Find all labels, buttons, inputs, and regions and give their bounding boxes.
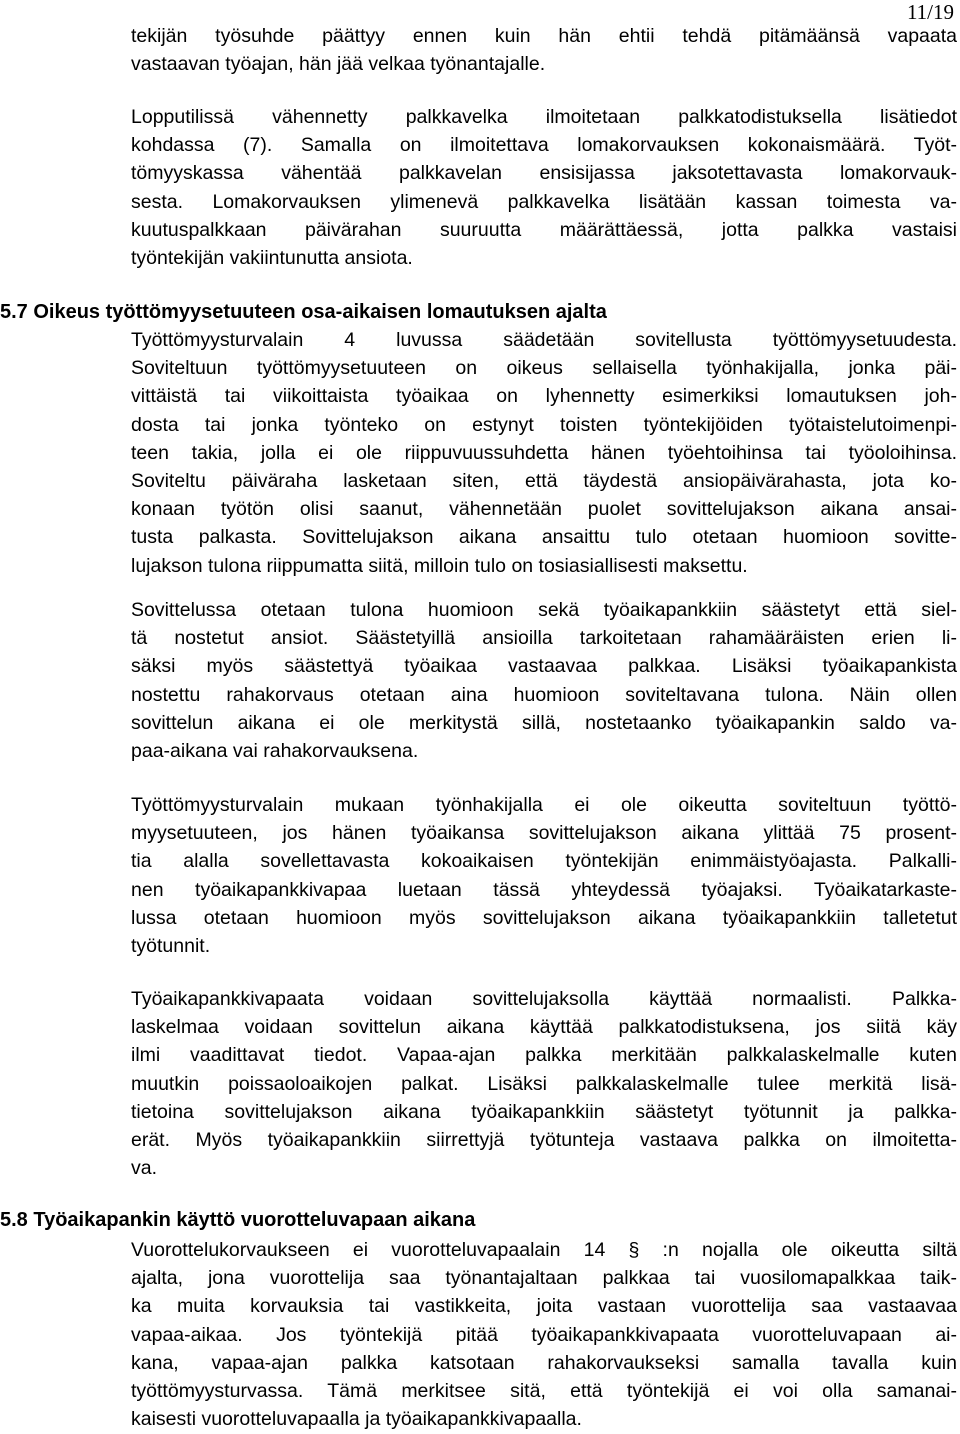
section-heading-5-7: 5.7 Oikeus työttömyysetuuteen osa-aikaisen lomautuksen ajalta bbox=[0, 301, 607, 323]
text-line: työttömyysturvassa. Tämä merkitsee sitä, että työntekijä ei voi olla samanai- bbox=[131, 1380, 957, 1403]
text-line: Vuorottelukorvaukseen ei vuorotteluvapaalain 14 § :n nojalla ole oikeutta siltä bbox=[131, 1239, 957, 1261]
text-line: lujakson tulona riippumatta siitä, milloin tulo on tosiasiallisesti maksettu. bbox=[131, 554, 748, 577]
paragraph-bank-leave-usage bbox=[131, 985, 957, 1182]
text-line: Työaikapankkivapaata voidaan sovittelujaksolla käyttää normaalisti. Palkka- bbox=[131, 988, 957, 1010]
text-line: kuutuspalkkaan päivärahan suuruutta määrättäessä, jotta palkka vastaisi bbox=[131, 218, 957, 241]
text-line: ilmi vaadittavat tiedot. Vapaa-ajan palkka merkitään palkkalaskelmalle kuten bbox=[131, 1044, 957, 1067]
text-line: ka muita korvauksia tai vastikkeita, joita vastaan vuorottelija saa vastaavaa bbox=[131, 1295, 957, 1318]
text-line: sesta. Lomakorvauksen ylimenevä palkkavelka lisätään kassan toimesta va- bbox=[131, 190, 957, 213]
text-line: Sovittelussa otetaan tulona huomioon sekä työaikapankkiin säästetyt että siel- bbox=[131, 599, 957, 621]
paragraph-working-hours-limit bbox=[131, 791, 957, 960]
text-line: tömyyskassa vähentää palkkavelan ensisijassa jaksotettavasta lomakorvauk- bbox=[131, 162, 957, 185]
text-line: nostettu rahakorvaus otetaan aina huomioon soviteltavana tulona. Näin ollen bbox=[131, 683, 957, 706]
paragraph-continuation bbox=[131, 22, 957, 78]
text-line: työntekijän vakiintunutta ansiota. bbox=[131, 247, 413, 270]
text-line: kohdassa (7). Samalla on ilmoitettava lomakorvauksen kokonaismäärä. Työt- bbox=[131, 134, 957, 157]
section-heading-5-8: 5.8 Työaikapankin käyttö vuorotteluvapaan aikana bbox=[0, 1209, 476, 1231]
paragraph-wage-debt bbox=[131, 103, 957, 272]
text-line: nen työaikapankkivapaa luetaan tässä yhteydessä työajaksi. Työaikatarkaste- bbox=[131, 878, 957, 901]
paragraph-adjustment-income bbox=[131, 596, 957, 765]
text-line: konaan työtön olisi saanut, vähennetään puolet sovittelujakson aikana ansai- bbox=[131, 498, 957, 521]
text-line: Työttömyysturvalain mukaan työnhakijalla ei ole oikeutta soviteltuun työttö- bbox=[131, 794, 957, 816]
text-line: Soviteltu päiväraha lasketaan siten, että täydestä ansiopäivärahasta, jota ko- bbox=[131, 470, 957, 493]
text-line: Työttömyysturvalain 4 luvussa säädetään sovitellusta työttömyysetuudesta. bbox=[131, 329, 957, 351]
text-line: tusta palkasta. Sovittelujakson aikana ansaittu tulo otetaan huomioon sovitte- bbox=[131, 526, 957, 549]
text-line: vastaavan työajan, hän jää velkaa työnantajalle. bbox=[131, 53, 546, 76]
paragraph-adjusted-benefit bbox=[131, 326, 957, 580]
text-line: paa-aikana vai rahakorvauksena. bbox=[131, 740, 419, 763]
text-line: muutkin poissaoloaikojen palkat. Lisäksi palkkalaskelmalle tulee merkitä lisä- bbox=[131, 1072, 957, 1095]
text-line: tekijän työsuhde päättyy ennen kuin hän ehtii tehdä pitämäänsä vapaata bbox=[131, 25, 957, 47]
text-line: va. bbox=[131, 1157, 158, 1180]
text-line: työtunnit. bbox=[131, 935, 211, 958]
text-line: Lopputilissä vähennetty palkkavelka ilmoitetaan palkkatodistuksella lisätiedot bbox=[131, 106, 957, 128]
text-line: tia alalla sovellettavasta kokoaikaisen työntekijän enimmäistyöajasta. Palkalli- bbox=[131, 850, 957, 873]
text-line: myysetuuteen, jos hänen työaikansa sovittelujakson aikana ylittää 75 prosent- bbox=[131, 822, 957, 845]
page-number: 11/19 bbox=[906, 0, 954, 24]
text-line: vittäistä tai viikoittaista työaikaa on lyhennetty esimerkiksi lomautuksen joh- bbox=[131, 385, 957, 408]
text-line: kana, vapaa-ajan palkka katsotaan rahakorvaukseksi samalla tavalla kuin bbox=[131, 1351, 957, 1374]
text-line: ajalta, jona vuorottelija saa työnantajaltaan palkkaa tai vuosilomapalkkaa taik- bbox=[131, 1267, 957, 1290]
text-line: vapaa-aikaa. Jos työntekijä pitää työaikapankkivapaata vuorotteluvapaan ai- bbox=[131, 1323, 957, 1346]
text-line: laskelmaa voidaan sovittelun aikana käyttää palkkatodistuksena, jos siitä käy bbox=[131, 1016, 957, 1039]
text-line: erät. Myös työaikapankkiin siirrettyjä työtunteja vastaava palkka on ilmoitetta- bbox=[131, 1129, 957, 1152]
text-line: tä nostetut ansiot. Säästetyillä ansioilla tarkoitetaan rahamääräisten erien li- bbox=[131, 627, 957, 650]
text-line: sovittelun aikana ei ole merkitystä sillä, nostetaanko työaikapankin saldo va- bbox=[131, 711, 957, 734]
text-line: dosta tai jonka työnteko on estynyt toisten työntekijöiden työtaistelutoimenpi- bbox=[131, 413, 957, 436]
text-line: kaisesti vuorotteluvapaalla ja työaikapankkivapaalla. bbox=[131, 1408, 582, 1431]
paragraph-job-alternation-leave bbox=[131, 1236, 957, 1433]
text-line: teen takia, jolla ei ole riippuvuussuhdetta hänen työehtoihinsa tai työoloihinsa. bbox=[131, 441, 957, 464]
text-line: lussa otetaan huomioon myös sovittelujakson aikana työaikapankkiin talletetut bbox=[131, 906, 957, 929]
text-line: säksi myös säästettyä työaikaa vastaavaa palkkaa. Lisäksi työaikapankista bbox=[131, 655, 957, 678]
text-line: tietoina sovittelujakson aikana työaikapankkiin säästetyt työtunnit ja palkka- bbox=[131, 1100, 957, 1123]
text-line: Soviteltuun työttömyysetuuteen on oikeus sellaisella työnhakijalla, jonka päi- bbox=[131, 357, 957, 380]
